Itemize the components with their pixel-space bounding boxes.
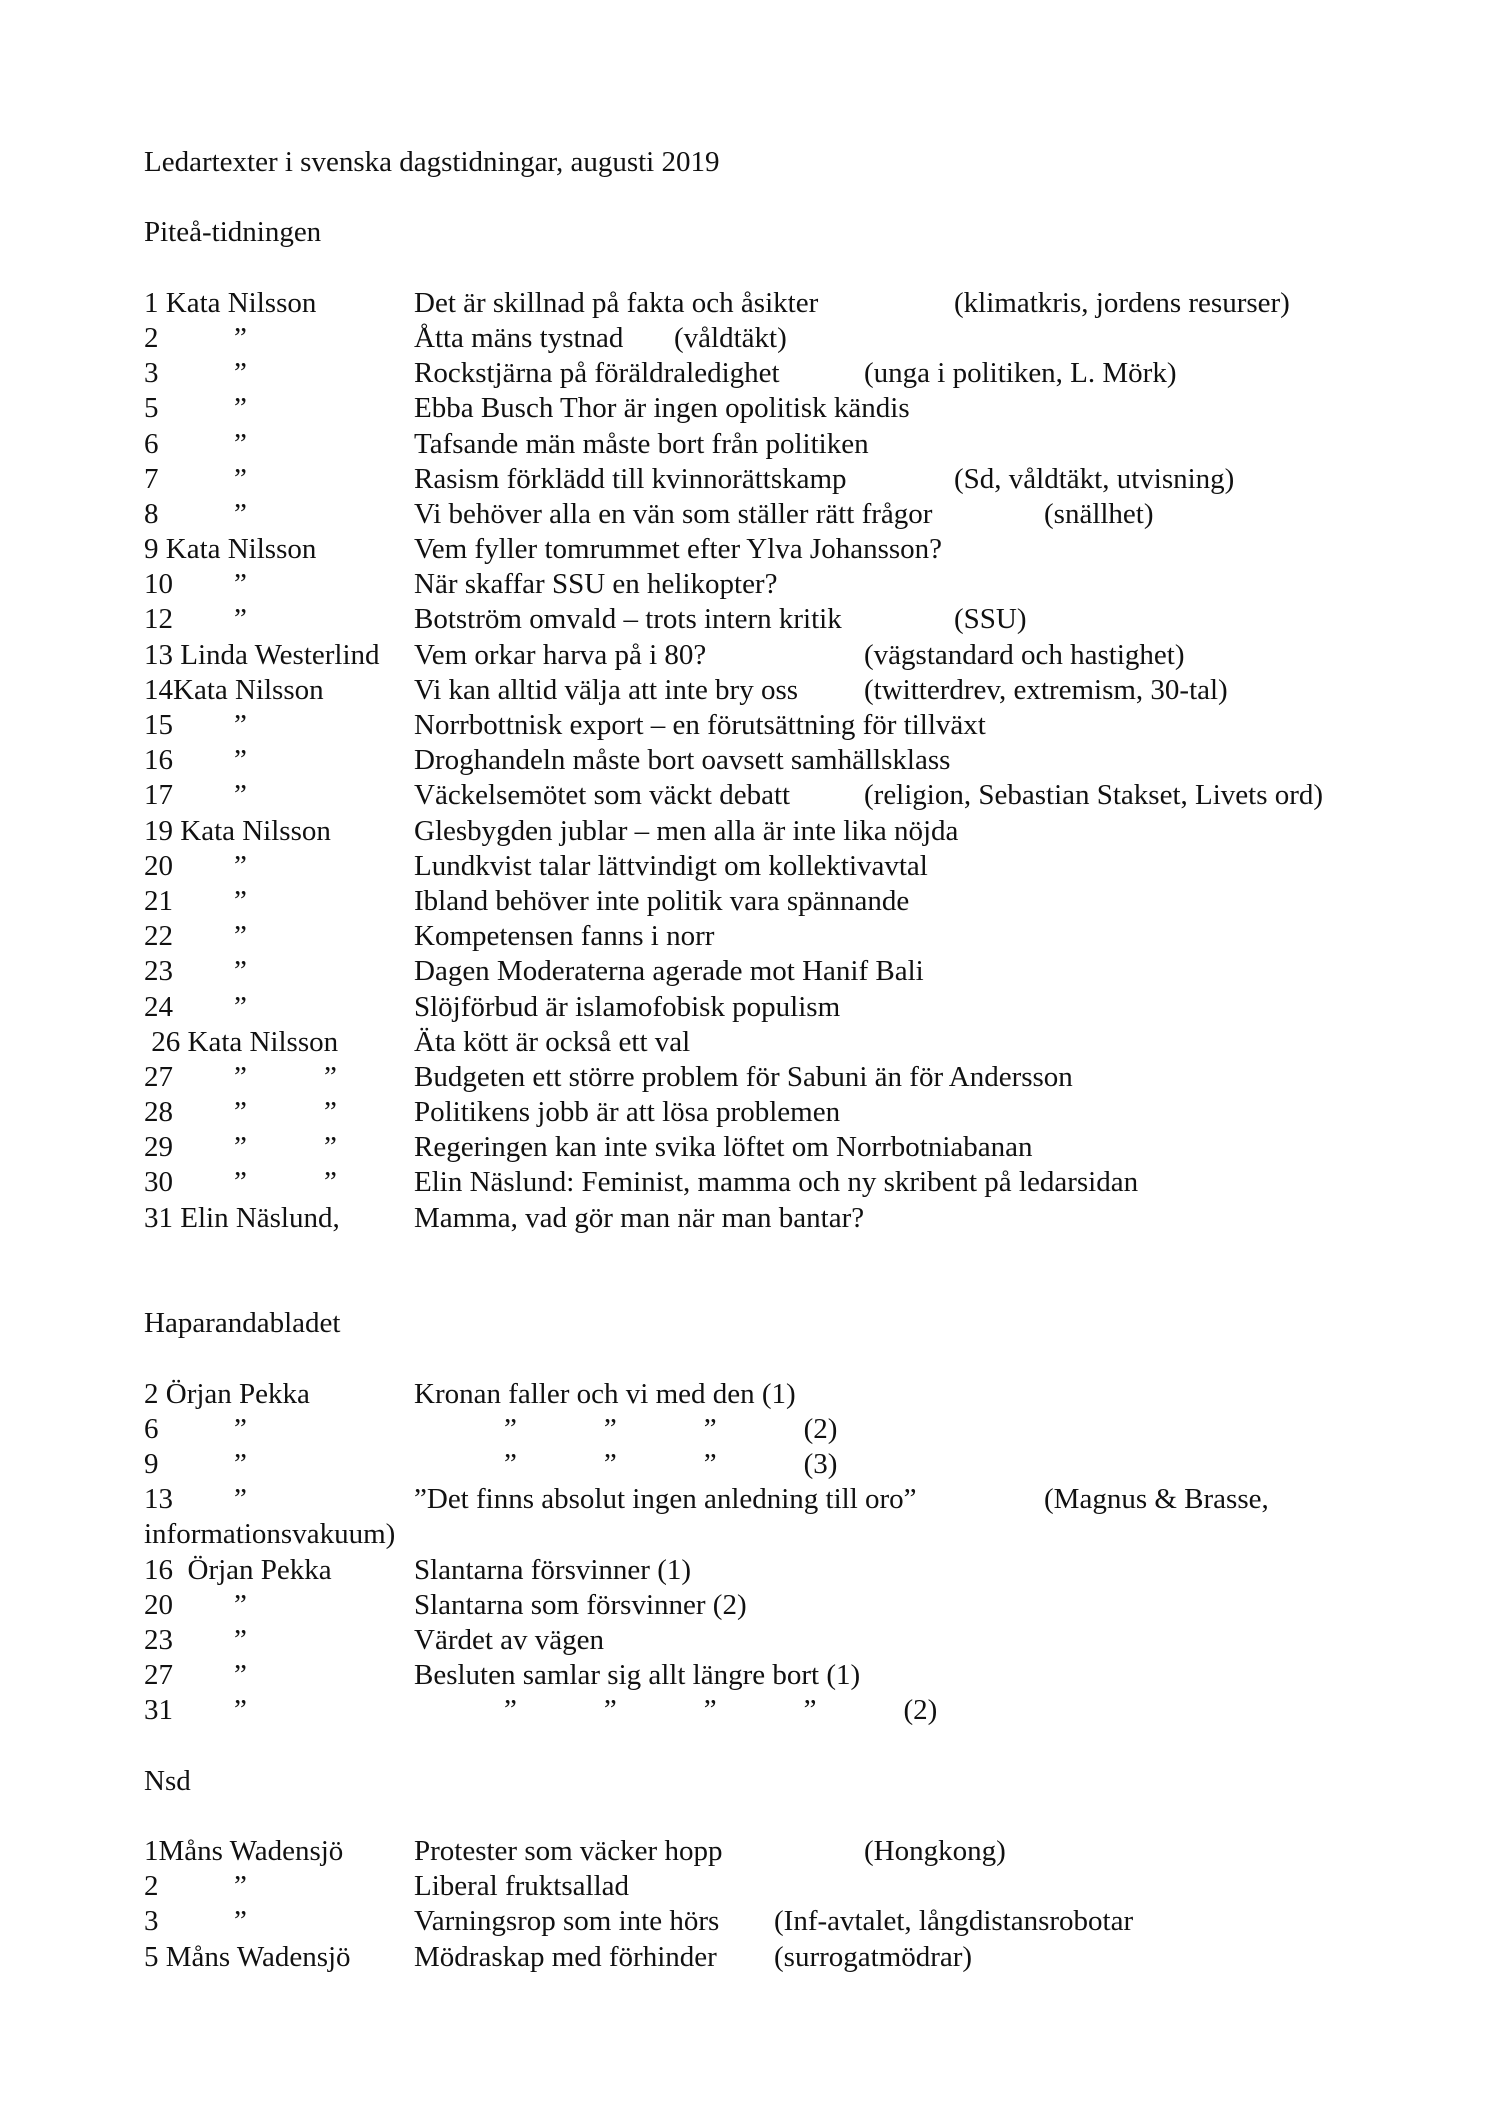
ditto-mark: ” [234,920,247,953]
list-item [144,1517,1384,1552]
sections-container [144,215,1384,1974]
ditto-mark: ” [234,497,247,530]
list-item [144,1904,1384,1939]
entry-title: Värdet av vägen [414,1623,605,1656]
entry-date-author: 12 [144,603,173,636]
ditto-mark: ” [234,1905,247,1938]
ditto-mark: ” [234,1060,247,1093]
document-title: Ledartexter i svenska dagstidningar, augusti 2019 [144,146,720,178]
entry-date-author: 6 [144,1412,159,1445]
entry-date-author: 1Måns Wadensjö [144,1835,344,1867]
entry-date-author: 9 [144,1447,159,1480]
ditto-mark: ” [234,955,247,988]
entry-title: Slöjförbud är islamofobisk populism [414,990,841,1023]
list-item [144,1130,1384,1165]
entry-title: Norrbottnisk export – en förutsättning för tillväxt [414,709,986,741]
list-item [144,743,1384,778]
spacer [144,251,1384,286]
list-item [144,1940,1384,1975]
entry-date-author: 31 Elin Näslund, [144,1201,340,1234]
list-item [144,673,1384,708]
entry-title: Botström omvald – trots intern kritik [414,603,842,636]
entry-date-author: 6 [144,427,159,460]
list-item [144,778,1384,813]
entry-date-author: 21 [144,884,173,917]
ditto-mark: ” [234,1623,247,1656]
entry-date-author: 29 [144,1131,173,1164]
entry-title: Politikens jobb är att lösa problemen [414,1096,841,1129]
entry-date-author: 24 [144,990,173,1023]
entry-note: (unga i politiken, L. Mörk) [864,357,1177,390]
entry-title: Kompetensen fanns i norr [414,920,715,953]
entry-title: Vem fyller tomrummet efter Ylva Johansson? [414,533,943,566]
entry-title: Det är skillnad på fakta och åsikter [414,286,819,319]
entry-title: ” ” ” (2) [504,1412,838,1445]
ditto-mark: ” [234,568,247,601]
entry-date-author: 27 [144,1060,173,1093]
list-item [144,849,1384,884]
entry-date-author: 30 [144,1166,173,1199]
list-item [144,990,1384,1025]
entry-note: (snällhet) [1044,497,1154,530]
entry-title: Dagen Moderaterna agerade mot Hanif Bali [414,955,924,988]
list-item [144,1553,1384,1588]
entry-title: Droghandeln måste bort oavsett samhällsklass [414,744,951,777]
entry-date-author: 31 [144,1694,173,1727]
list-item [144,954,1384,989]
entry-title: Elin Näslund: Feminist, mamma och ny skribent på ledarsidan [414,1166,1139,1199]
entry-date-author: 19 Kata Nilsson [144,814,331,847]
entry-title: Tafsande män måste bort från politiken [414,427,869,460]
spacer [144,1799,1384,1834]
list-item [144,321,1384,356]
ditto-mark: ” [234,392,247,425]
entry-date-author: 8 [144,497,159,530]
entry-date-author: 5 [144,392,159,425]
entry-note: (surrogatmödrar) [774,1940,973,1973]
entry-title: Mamma, vad gör man när man bantar? [414,1201,865,1234]
entry-title: Protester som väcker hopp [414,1835,723,1867]
entry-title: Ibland behöver inte politik vara spännande [414,884,910,917]
list-item [144,1412,1384,1447]
entry-note: (klimatkris, jordens resurser) [954,286,1290,319]
ditto-mark: ” [234,744,247,777]
list-item [144,1165,1384,1200]
entry-date-author: 2 [144,321,159,354]
list-item [144,638,1384,673]
entry-title: ” ” ” ” (2) [504,1694,938,1727]
list-item [144,1693,1384,1728]
entry-title: Varningsrop som inte hörs [414,1905,720,1938]
ditto-mark: ” [234,1659,247,1692]
entry-title: Regeringen kan inte svika löftet om Norrbotniabanan [414,1131,1033,1164]
list-item [144,532,1384,567]
ditto-mark: ” [234,357,247,390]
ditto-mark: ” [234,779,247,812]
entry-title: Äta kött är också ett val [414,1025,691,1058]
entry-date-author: 13 Linda Westerlind [144,638,380,671]
entry-note: (Magnus & Brasse, [1044,1483,1269,1516]
entry-title: Ebba Busch Thor är ingen opolitisk kändis [414,392,910,425]
entry-note: (religion, Sebastian Stakset, Livets ord) [864,779,1324,812]
ditto-mark: ” [234,321,247,354]
list-item [144,1834,1384,1869]
list-item [144,1060,1384,1095]
list-item [144,1623,1384,1658]
entry-date-author: 17 [144,779,173,812]
list-item [144,1658,1384,1693]
list-item [144,356,1384,391]
entry-note: (våldtäkt) [674,321,787,354]
entry-date-author: 14Kata Nilsson [144,673,324,706]
entry-title: Rockstjärna på föräldraledighet [414,357,780,390]
entry-title: Lundkvist talar lättvindigt om kollektivavtal [414,849,928,882]
entry-date-author: 20 [144,849,173,882]
list-item [144,567,1384,602]
entry-date-author: 28 [144,1096,173,1129]
entry-title: Vi behöver alla en vän som ställer rätt frågor [414,497,933,530]
section-heading: Haparandabladet [144,1307,341,1340]
list-item [144,814,1384,849]
entry-title: Väckelsemötet som väckt debatt [414,779,791,812]
entry-title: Budgeten ett större problem för Sabuni än för Andersson [414,1060,1073,1093]
entry-date-author: 3 [144,1905,159,1938]
entry-date-author: 23 [144,955,173,988]
ditto-mark: ” [234,1096,247,1129]
entry-date-author: 2 Örjan Pekka [144,1377,310,1410]
entry-date-author: 9 Kata Nilsson [144,533,317,566]
spacer [144,1728,1384,1763]
ditto-mark: ” [234,1166,247,1199]
ditto-mark: ” [234,709,247,741]
entry-note: (Sd, våldtäkt, utvisning) [954,462,1235,495]
entry-title: När skaffar SSU en helikopter? [414,568,778,601]
entry-title: Besluten samlar sig allt längre bort (1) [414,1659,861,1692]
entry-date-author: 16 [144,744,173,777]
entry-title: ”Det finns absolut ingen anledning till oro” [414,1483,917,1516]
list-item [144,1377,1384,1412]
list-item [144,391,1384,426]
list-item [144,919,1384,954]
entry-note: (twitterdrev, extremism, 30-tal) [864,673,1228,706]
section-heading: Nsd [144,1764,191,1797]
list-item [144,884,1384,919]
entry-date-author: 1 Kata Nilsson [144,286,317,319]
ditto-mark: ” [234,849,247,882]
entry-note: (SSU) [954,603,1027,636]
ditto-mark: ” [234,990,247,1023]
entry-date-author: 16 Örjan Pekka [144,1553,332,1586]
ditto-mark: ” [324,1166,337,1199]
entry-date-author: 5 Måns Wadensjö [144,1940,351,1973]
list-item [144,1588,1384,1623]
entry-title: Slantarna som försvinner (2) [414,1588,747,1621]
ditto-mark: ” [234,462,247,495]
entry-note: (Inf-avtalet, långdistansrobotar [774,1905,1134,1938]
entry-date-author: 7 [144,462,159,495]
spacer [144,1341,1384,1376]
entry-title: ” ” ” (3) [504,1447,838,1480]
ditto-mark: ” [234,427,247,460]
entry-note: (vägstandard och hastighet) [864,638,1185,671]
list-item [144,1869,1384,1904]
ditto-mark: ” [234,1694,247,1727]
list-item [144,462,1384,497]
list-item [144,1201,1384,1236]
ditto-mark: ” [234,1870,247,1903]
ditto-mark: ” [234,884,247,917]
list-item [144,1025,1384,1060]
document-page [144,145,1384,1975]
list-item [144,497,1384,532]
entry-title: Åtta mäns tystnad [414,321,624,354]
entry-date-author: 3 [144,357,159,390]
list-item [144,1095,1384,1130]
spacer [144,1236,1384,1271]
entry-date-author: 10 [144,568,173,601]
entry-title: Rasism förklädd till kvinnorättskamp [414,462,847,495]
ditto-mark: ” [234,1588,247,1621]
ditto-mark: ” [324,1131,337,1164]
ditto-mark: ” [234,1131,247,1164]
entry-title: Kronan faller och vi med den (1) [414,1377,796,1410]
entry-note: (Hongkong) [864,1835,1006,1867]
list-item [144,708,1384,743]
continuation-text: informationsvakuum) [144,1518,396,1551]
list-item [144,1482,1384,1517]
entry-title: Glesbygden jublar – men alla är inte lika nöjda [414,814,959,847]
list-item [144,427,1384,462]
list-item [144,286,1384,321]
entry-date-author: 27 [144,1659,173,1692]
entry-date-author: 15 [144,709,173,741]
entry-date-author: 22 [144,920,173,953]
spacer [144,1271,1384,1306]
entry-date-author: 20 [144,1588,173,1621]
ditto-mark: ” [234,1447,247,1480]
ditto-mark: ” [234,1483,247,1516]
entry-title: Mödraskap med förhinder [414,1940,717,1973]
entry-title: Liberal fruktsallad [414,1870,629,1903]
entry-title: Vem orkar harva på i 80? [414,638,707,671]
entry-date-author: 26 Kata Nilsson [144,1025,339,1058]
spacer [144,180,1384,215]
list-item [144,1447,1384,1482]
ditto-mark: ” [234,603,247,636]
section-heading: Piteå-tidningen [144,216,322,249]
ditto-mark: ” [234,1412,247,1445]
list-item [144,602,1384,637]
entry-date-author: 13 [144,1483,173,1516]
entry-date-author: 23 [144,1623,173,1656]
ditto-mark: ” [324,1060,337,1093]
ditto-mark: ” [324,1096,337,1129]
entry-date-author: 2 [144,1870,159,1903]
entry-title: Slantarna försvinner (1) [414,1553,692,1586]
entry-title: Vi kan alltid välja att inte bry oss [414,673,799,706]
